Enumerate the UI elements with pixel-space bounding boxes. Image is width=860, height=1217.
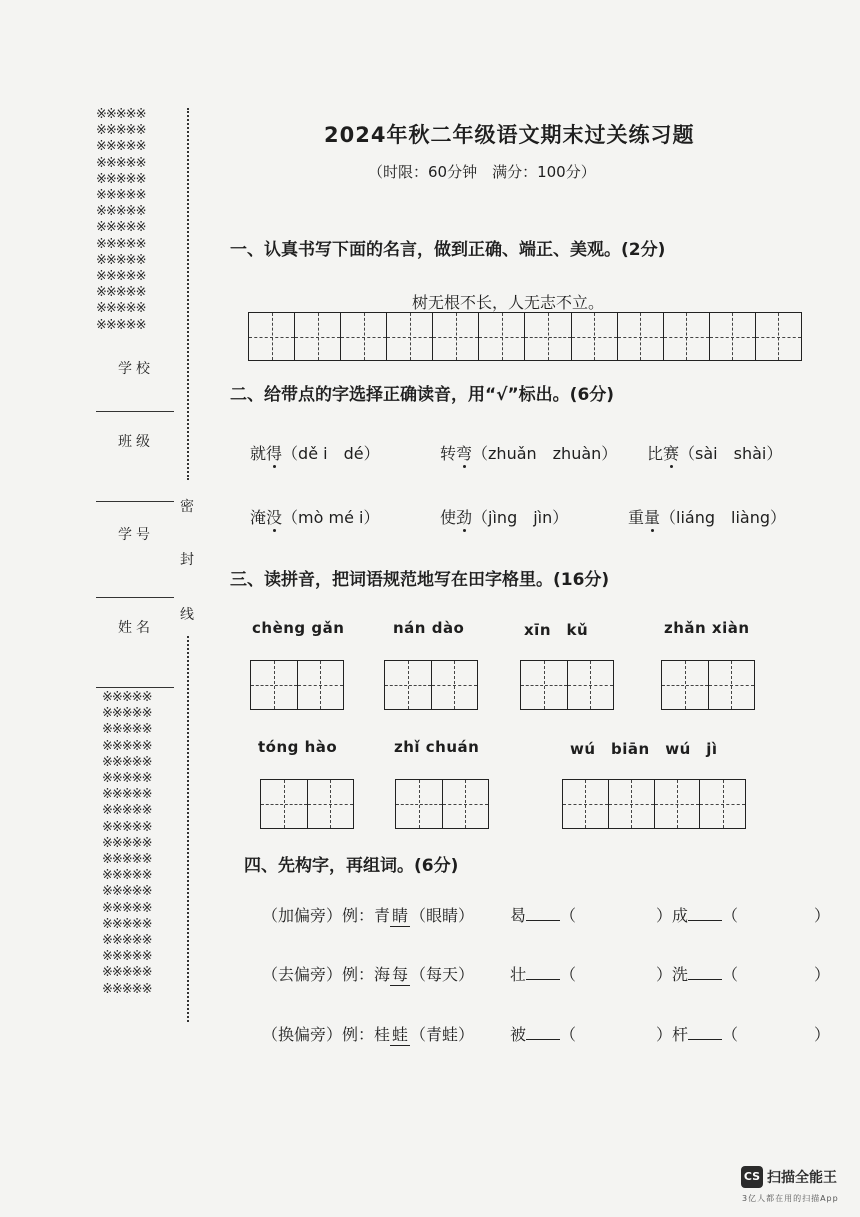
q4-close-paren: ） xyxy=(814,1025,831,1044)
q4-answer-blank[interactable] xyxy=(688,1023,722,1040)
seal-char-xian: 线 xyxy=(180,607,194,623)
q2-item[interactable] xyxy=(440,441,617,464)
q3-writing-grid[interactable] xyxy=(395,779,489,829)
q2-dotted-char: 赛 xyxy=(663,444,680,463)
q3-writing-grid[interactable] xyxy=(562,779,746,829)
q3-pinyin: zhǐ chuán xyxy=(394,738,480,756)
q4-open-paren: （ xyxy=(722,965,739,984)
q4-task[interactable] xyxy=(510,903,576,926)
q4-example-answer: 蛙 xyxy=(390,1022,410,1046)
q3-pinyin: tóng hào xyxy=(258,738,338,756)
q4-task[interactable] xyxy=(656,1022,738,1045)
q4-example-label: （换偏旁）例：桂 xyxy=(262,1025,391,1044)
q4-close-paren: ） xyxy=(656,965,673,984)
q3-heading: 三、读拼音，把词语规范地写在田字格里。(16分) xyxy=(230,570,610,590)
watermark-tagline: 3亿人都在用的扫描App xyxy=(742,1194,839,1203)
school-label: 学校 xyxy=(118,361,154,377)
q4-close-paren: ） xyxy=(656,906,673,925)
q4-task[interactable] xyxy=(656,903,738,926)
q4-row xyxy=(262,1022,474,1046)
q4-task-char: 杆 xyxy=(672,1025,689,1044)
q4-answer-blank[interactable] xyxy=(688,904,722,921)
q2-char: 淹 xyxy=(250,508,267,527)
q4-answer-blank[interactable] xyxy=(526,963,560,980)
name-label: 姓名 xyxy=(118,620,154,636)
q1-quote: 树无根不长，人无志不立。 xyxy=(412,293,605,312)
q2-dotted-char: 量 xyxy=(644,508,661,527)
q4-open-paren: （ xyxy=(560,965,577,984)
q3-pinyin: nán dào xyxy=(393,619,465,637)
q4-task-char: 壮 xyxy=(510,965,527,984)
q2-char: 使 xyxy=(440,508,457,527)
student-id-label: 学号 xyxy=(118,527,154,543)
q4-answer-blank[interactable] xyxy=(526,1023,560,1040)
watermark-brand: 扫描全能王 xyxy=(767,1170,837,1186)
q3-writing-grid[interactable] xyxy=(260,779,354,829)
name-rule-bottom xyxy=(96,687,174,688)
q4-open-paren: （ xyxy=(560,906,577,925)
class-rule xyxy=(96,411,174,412)
q4-example-word: （眼睛） xyxy=(410,906,475,925)
q2-item[interactable] xyxy=(250,505,379,528)
q2-heading: 二、给带点的字选择正确读音，用“√”标出。(6分) xyxy=(230,385,615,405)
q2-char: 就 xyxy=(250,444,267,463)
q4-open-paren: （ xyxy=(560,1025,577,1044)
q4-open-paren: （ xyxy=(722,906,739,925)
q2-pinyin-options: （zhuǎn zhuàn） xyxy=(472,444,618,463)
q2-dotted-char: 弯 xyxy=(456,444,473,463)
q1-writing-grid[interactable] xyxy=(248,312,802,361)
student-id-rule xyxy=(96,501,174,502)
q4-row xyxy=(262,962,474,986)
q2-pinyin-options: （liáng liàng） xyxy=(660,508,787,527)
name-rule xyxy=(96,597,174,598)
q2-pinyin-options: （jìng jìn） xyxy=(472,508,569,527)
q3-writing-grid[interactable] xyxy=(384,660,478,710)
binding-dotted-line-top xyxy=(187,108,189,480)
q4-example-word: （青蛙） xyxy=(410,1025,475,1044)
q4-row xyxy=(262,903,474,927)
q4-close-paren: ） xyxy=(814,906,831,925)
q2-pinyin-options: （sài shài） xyxy=(679,444,783,463)
q2-pinyin-options: （mò mé i） xyxy=(282,508,380,527)
q4-close-paren: ） xyxy=(814,965,831,984)
q4-example-label: （去偏旁）例：海 xyxy=(262,965,391,984)
q4-example-word: （每天） xyxy=(410,965,475,984)
q2-dotted-char: 劲 xyxy=(456,508,473,527)
page-subtitle: （时限：60分钟 满分：100分） xyxy=(368,163,596,181)
q4-task[interactable] xyxy=(510,1022,576,1045)
q2-pinyin-options: （dě i dé） xyxy=(282,444,380,463)
q3-pinyin: wú biān wú jì xyxy=(570,740,718,758)
q3-pinyin: zhǎn xiàn xyxy=(664,619,750,637)
q4-example-answer: 睛 xyxy=(390,903,410,927)
q3-writing-grid[interactable] xyxy=(520,660,614,710)
q2-item[interactable] xyxy=(250,441,380,464)
q3-pinyin: xīn kǔ xyxy=(524,621,589,639)
seal-char-mi: 密 xyxy=(180,499,194,515)
q1-heading: 一、认真书写下面的名言，做到正确、端正、美观。(2分) xyxy=(230,240,666,260)
q4-example-label: （加偏旁）例：青 xyxy=(262,906,391,925)
q4-heading: 四、先构字，再组词。(6分) xyxy=(244,856,459,876)
q2-item[interactable] xyxy=(440,505,568,528)
q2-item[interactable] xyxy=(647,441,782,464)
q4-example-answer: 每 xyxy=(390,962,410,986)
binding-dotted-line-bottom xyxy=(187,636,189,1022)
binding-stars-bottom: ※※※※※ ※※※※※ ※※※※※ ※※※※※ ※※※※※ ※※※※※ ※※※※※ ※※※※※ ※※※※※ ※※※※※ ※※※※※ ※※※※※ ※※※※※ ※※※※※ ※※※※※ ※※※※※ ※※※※※ ※※※※※ ※※※※※ xyxy=(102,690,152,997)
q4-answer-blank[interactable] xyxy=(688,963,722,980)
q4-close-paren: ） xyxy=(656,1025,673,1044)
q4-answer-blank[interactable] xyxy=(526,904,560,921)
q4-task[interactable] xyxy=(510,962,576,985)
q2-dotted-char: 得 xyxy=(266,444,283,463)
camscanner-logo-icon: CS xyxy=(741,1166,763,1188)
q4-task-char: 成 xyxy=(672,906,689,925)
binding-stars-top: ※※※※※ ※※※※※ ※※※※※ ※※※※※ ※※※※※ ※※※※※ ※※※※※ ※※※※※ ※※※※※ ※※※※※ ※※※※※ ※※※※※ ※※※※※ ※※※※※ xyxy=(96,107,146,333)
class-label: 班级 xyxy=(118,434,154,450)
q2-dotted-char: 没 xyxy=(266,508,283,527)
q4-task-char: 曷 xyxy=(510,906,527,925)
seal-char-feng: 封 xyxy=(180,552,194,568)
q4-task[interactable] xyxy=(656,962,738,985)
q2-item[interactable] xyxy=(628,505,786,528)
q3-pinyin: chèng gǎn xyxy=(252,619,345,637)
q4-open-paren: （ xyxy=(722,1025,739,1044)
q2-char: 重 xyxy=(628,508,645,527)
q4-task-char: 被 xyxy=(510,1025,527,1044)
q2-char: 比 xyxy=(647,444,664,463)
q3-writing-grid[interactable] xyxy=(250,660,344,710)
page-title: 2024年秋二年级语文期末过关练习题 xyxy=(324,123,695,147)
q2-char: 转 xyxy=(440,444,457,463)
q3-writing-grid[interactable] xyxy=(661,660,755,710)
q4-task-char: 洗 xyxy=(672,965,689,984)
